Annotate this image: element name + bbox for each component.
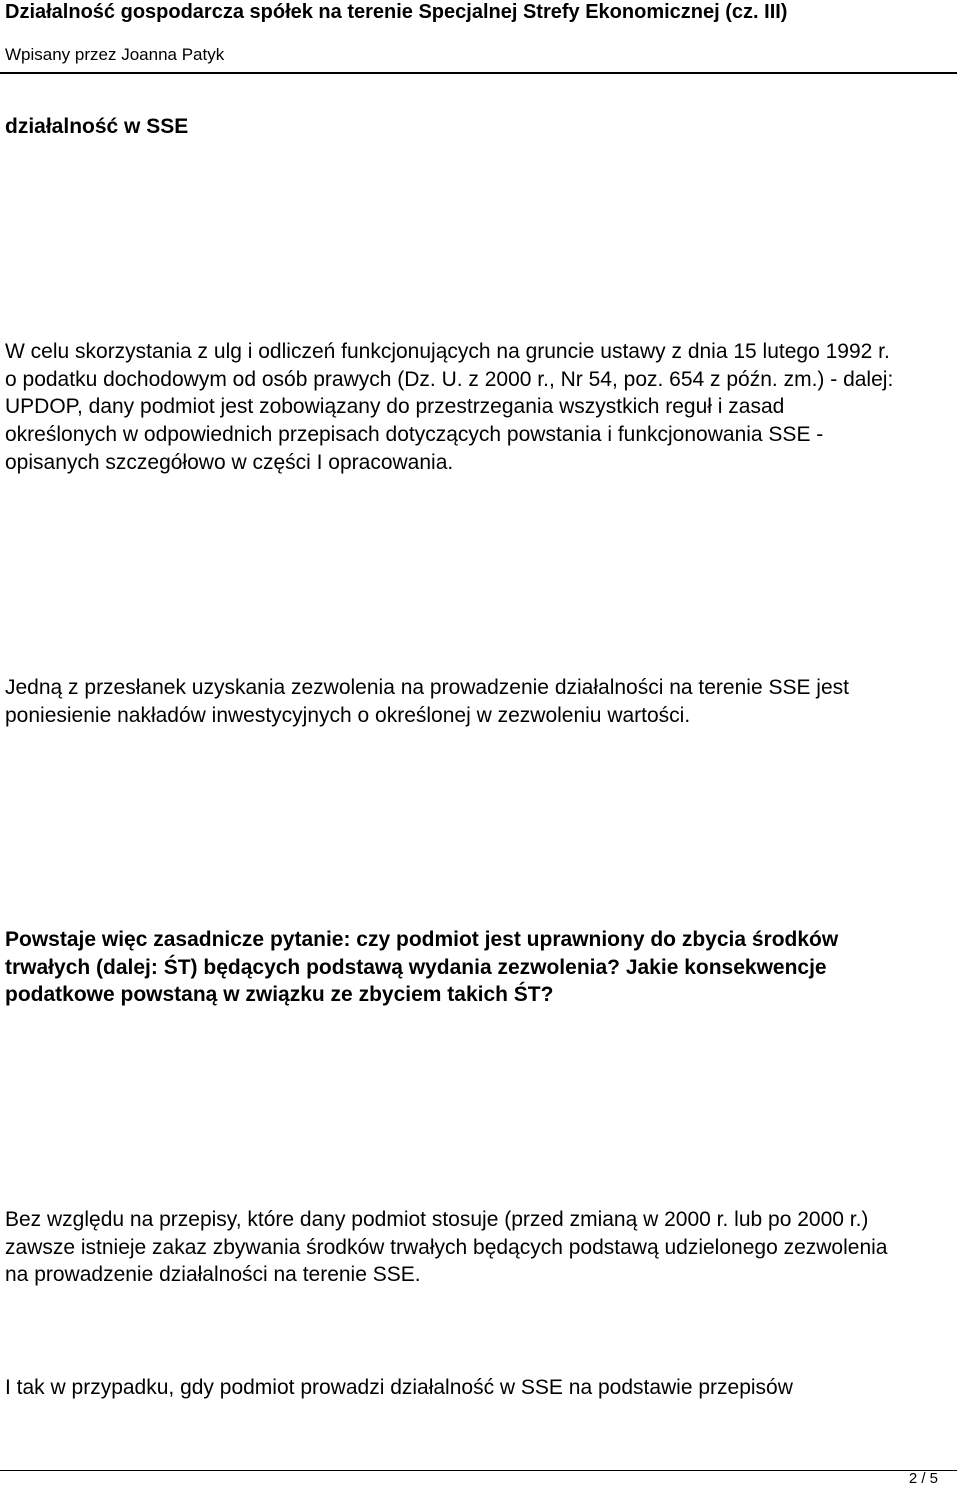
paragraph-line: UPDOP, dany podmiot jest zobowiązany do przestrzegania wszystkich reguł i zasad [5, 395, 785, 419]
paragraph-line: Powstaje więc zasadnicze pytanie: czy podmiot jest uprawniony do zbycia środków [5, 928, 839, 951]
paragraph-line: I tak w przypadku, gdy podmiot prowadzi działalność w SSE na podstawie przepisów [5, 1376, 793, 1399]
paragraph-line: zawsze istnieje zakaz zbywania środków trwałych będących podstawą udzielonego zezwolenia [5, 1235, 888, 1259]
paragraph-line: na prowadzenie działalności na terenie SSE. [5, 1263, 421, 1287]
header-divider [0, 72, 957, 74]
footer-divider [0, 1470, 957, 1471]
paragraph-line: podatkowe powstaną w związku ze zbyciem takich ŚT? [5, 983, 554, 1007]
paragraph-premise [5, 674, 955, 729]
paragraph-continuation [5, 1374, 955, 1402]
paragraph-line: określonych w odpowiednich przepisach dotyczących powstania i funkcjonowania SSE - [5, 423, 824, 447]
paragraph-line: trwałych (dalej: ŚT) będących podstawą wydania zezwolenia? Jakie konsekwencje [5, 955, 827, 979]
paragraph-intro [5, 338, 955, 477]
paragraph-line: W celu skorzystania z ulg i odliczeń funkcjonujących na gruncie ustawy z dnia 15 lutego 1992 r. [5, 340, 890, 363]
paragraph-line: o podatku dochodowym od osób prawych (Dz. U. z 2000 r., Nr 54, poz. 654 z późn. zm.) - dalej: [5, 367, 894, 391]
paragraph-question [5, 926, 955, 1009]
page-title: Działalność gospodarcza spółek na terenie Specjalnej Strefy Ekonomicznej (cz. III) [5, 1, 788, 23]
author-line: Wpisany przez Joanna Patyk [5, 45, 225, 64]
paragraph-prohibition [5, 1206, 955, 1289]
paragraph-line: Bez względu na przepisy, które dany podmiot stosuje (przed zmianą w 2000 r. lub po 2000 r.) [5, 1208, 869, 1231]
page-number: 2 / 5 [908, 1470, 938, 1487]
paragraph-line: Jedną z przesłanek uzyskania zezwolenia na prowadzenie działalności na terenie SSE jest [5, 676, 849, 699]
category-tag: działalność w SSE [5, 115, 189, 138]
paragraph-line: opisanych szczegółowo w części I opracowania. [5, 450, 454, 474]
paragraph-line: poniesienie nakładów inwestycyjnych o określonej w zezwoleniu wartości. [5, 703, 691, 727]
